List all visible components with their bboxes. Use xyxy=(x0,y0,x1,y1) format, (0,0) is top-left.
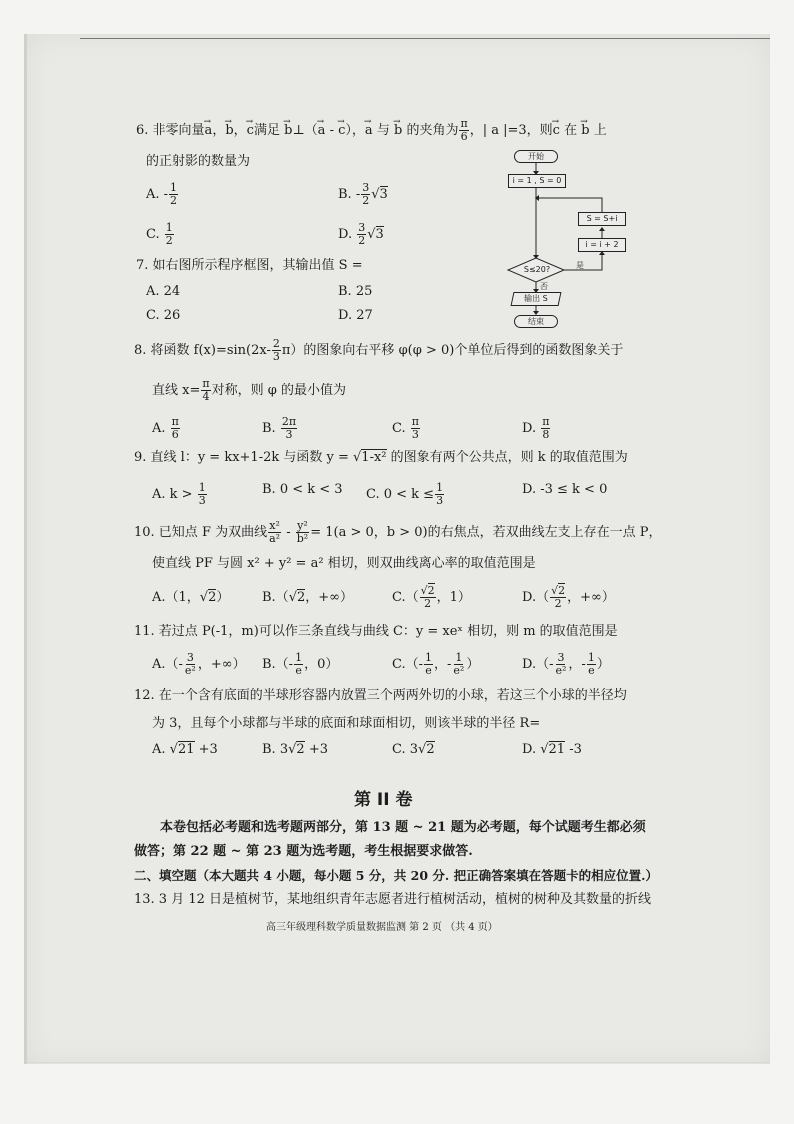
q6-c-den: 2 xyxy=(165,234,173,247)
q12-option-c: C. 3√2 xyxy=(392,742,435,757)
q10-x-den: a² xyxy=(269,532,281,545)
q8-b-num: 2π xyxy=(281,415,297,428)
vector-a: → a xyxy=(205,123,213,139)
q7-option-c: C. 26 xyxy=(146,308,181,323)
q10-c-root: 2 xyxy=(427,584,435,597)
q10-b-root: 2 xyxy=(296,590,306,605)
q6-b-root: 3 xyxy=(379,187,388,202)
q6-b-frac xyxy=(361,182,370,207)
q7-option-b: B. 25 xyxy=(338,284,373,299)
q6-b-num: 3 xyxy=(362,181,370,194)
q9-c-num: 1 xyxy=(436,481,444,494)
q11-c-num2: 1 xyxy=(455,651,463,664)
q12-a-root: 21 xyxy=(177,742,195,757)
q6-d-num: 3 xyxy=(358,221,366,234)
q12-b-root: 2 xyxy=(296,742,305,757)
q10-option-c xyxy=(392,585,471,610)
q9-root: 1-x² xyxy=(361,450,387,465)
vector-b: → b xyxy=(394,123,402,139)
q6-option-a xyxy=(146,182,179,207)
flowchart-condition: S≤20? xyxy=(523,265,551,274)
q12-b-post: +3 xyxy=(308,742,328,757)
flowchart-output xyxy=(511,292,562,306)
vector-c: → c xyxy=(338,123,345,139)
q6-option-d: D. $\frac{3}{2}$ √3 xyxy=(338,221,384,247)
q8-c-label: C. xyxy=(392,421,406,436)
q10-text-a: 10. 已知点 F 为双曲线 xyxy=(134,525,268,540)
q11-d-post: ） xyxy=(596,657,610,672)
flowchart-increment: i = i + 2 xyxy=(578,238,626,252)
q7-stem: 7. 如右图所示程序框图，其输出值 S = xyxy=(136,258,363,273)
q11-option-b xyxy=(262,652,338,677)
q11-b-frac xyxy=(294,652,303,677)
q11-c-den2: e² xyxy=(453,664,465,677)
q11-a-label: A.（- xyxy=(152,657,183,672)
q6-line2: 的正射影的数量为 xyxy=(146,154,251,169)
q12-d-post: -3 xyxy=(569,742,582,757)
q9-option-a xyxy=(152,482,208,507)
q8-line2-a: 直线 x= xyxy=(152,383,201,398)
q10-x-num: x² xyxy=(269,519,280,532)
q10-b-label: B.（ xyxy=(262,590,289,605)
q6-d-frac xyxy=(357,222,366,247)
q12-c-root: 2 xyxy=(426,742,435,757)
flowchart-no-label: 否 xyxy=(540,282,548,291)
q11-a-den: e² xyxy=(184,664,196,677)
q8-stem xyxy=(134,338,623,363)
q11-c-label: C.（- xyxy=(392,657,424,672)
q9-a-frac xyxy=(198,482,207,507)
q10-c-den: 2 xyxy=(424,597,432,610)
q8-b-frac xyxy=(281,416,297,441)
q8-text-b: π）的图象向右平移 φ(φ > 0)个单位后得到的函数图象关于 xyxy=(281,343,624,358)
q10-y-frac xyxy=(296,520,309,545)
q12-d-root: 21 xyxy=(548,742,566,757)
q13-stem: 13. 3 月 12 日是植树节，某地组织青年志愿者进行植树活动，植树的树种及其数量的折线 xyxy=(134,892,652,907)
part2-title: 第 II 卷 xyxy=(354,790,413,810)
q11-a-frac xyxy=(184,652,197,677)
paper-sheet xyxy=(26,34,770,1064)
q12-a-post: +3 xyxy=(198,742,218,757)
q6-angle-den: 6 xyxy=(460,130,468,143)
q11-d-frac2 xyxy=(587,652,596,677)
q8-d-label: D. xyxy=(522,421,537,436)
q11-c-num1: 1 xyxy=(425,651,433,664)
q6-stem: 6. 非零向量→ a，→ b，→ c满足 → b⊥（→ a - → c），→ a 与 → b 的夹角为 $\frac{\pi}{6}$ ，| a |=3，则→ c 在 → b 上 xyxy=(136,118,607,143)
q10-b-post: ，+∞） xyxy=(305,590,353,605)
q8-line2-frac xyxy=(201,378,210,403)
q10-text-b: = 1(a > 0，b > 0)的右焦点，若双曲线左支上存在一点 P， xyxy=(310,525,662,540)
q11-c-frac1 xyxy=(424,652,433,677)
q9-text-b: 的图象有两个公共点，则 k 的取值范围为 xyxy=(390,450,628,465)
q6-a-label: A. - xyxy=(146,187,169,202)
q11-d-frac1 xyxy=(555,652,568,677)
q8-line2-den: 4 xyxy=(202,390,210,403)
q8-a-frac xyxy=(171,416,180,441)
q10-d-num: √2 xyxy=(551,584,566,597)
q9-c-label: C. 0 < k ≤ xyxy=(366,487,435,502)
q10-option-b: B.（√2，+∞） xyxy=(262,590,353,605)
q9-option-b: B. 0 < k < 3 xyxy=(262,482,343,497)
q8-frac xyxy=(272,338,281,363)
vector-c: → c xyxy=(247,123,254,139)
q10-d-label: D.（ xyxy=(522,590,550,605)
flowchart-yes-label: 是 xyxy=(576,261,584,270)
q8-option-d xyxy=(522,416,551,441)
q9-option-d: D. -3 ≤ k < 0 xyxy=(522,482,608,497)
q6-abs: ，| a |=3，则 xyxy=(469,123,553,138)
q8-a-label: A. xyxy=(152,421,166,436)
bottom-edge xyxy=(27,1062,770,1063)
q10-d-root: 2 xyxy=(558,584,566,597)
q6-text-b: 满足 xyxy=(253,123,280,138)
q6-a-frac xyxy=(169,182,178,207)
page-edge xyxy=(24,34,27,1064)
q8-a-den: 6 xyxy=(171,428,179,441)
q11-d-den2: e xyxy=(588,664,595,677)
q11-stem: 11. 若过点 P(-1，m)可以作三条直线与曲线 C：y = xeˣ 相切，则 m 的取值范围是 xyxy=(134,624,618,639)
q6-c-label: C. xyxy=(146,227,160,242)
vector-c: → c xyxy=(553,123,560,139)
q8-d-den: 8 xyxy=(542,428,550,441)
q10-minus: - xyxy=(286,525,291,540)
q6-c-num: 1 xyxy=(165,221,173,234)
q10-y-num: y² xyxy=(297,519,308,532)
vector-b: → b xyxy=(284,123,292,139)
q11-a-num: 3 xyxy=(186,651,194,664)
q7-option-d: D. 27 xyxy=(338,308,373,323)
q11-d-mid: ，- xyxy=(568,657,586,672)
q6-angle-num: π xyxy=(460,117,468,130)
q8-frac-num: 2 xyxy=(272,337,280,350)
q12-option-b: B. 3√2 +3 xyxy=(262,742,328,757)
q12-b-label: B. 3 xyxy=(262,742,289,757)
section-fill-in-heading: 二、填空题（本大题共 4 小题，每小题 5 分，共 20 分. 把正确答案填在答题卡的相应位置.） xyxy=(134,868,658,883)
q8-c-den: 3 xyxy=(411,428,419,441)
q8-b-label: B. xyxy=(262,421,276,436)
q6-stem-text: 6. 非零向量 xyxy=(136,123,205,138)
q11-b-post: ，0） xyxy=(304,657,339,672)
q11-a-post: ，+∞） xyxy=(197,657,246,672)
q10-c-label: C.（ xyxy=(392,590,419,605)
q6-b-den: 2 xyxy=(362,194,370,207)
q11-option-d xyxy=(522,652,610,677)
q6-d-label: D. xyxy=(338,227,353,242)
q8-d-frac xyxy=(541,416,550,441)
flowchart-init: i = 1 , S = 0 xyxy=(508,174,566,188)
q10-x-frac xyxy=(268,520,281,545)
q8-d-num: π xyxy=(542,415,550,428)
q8-b-den: 3 xyxy=(285,428,293,441)
q10-c-num: √2 xyxy=(420,584,435,597)
vector-b: → b xyxy=(225,123,233,139)
q6-text-g: 上 xyxy=(593,123,607,138)
q6-a-den: 2 xyxy=(170,194,178,207)
q10-d-den: 2 xyxy=(554,597,562,610)
q12-line2: 为 3，且每个小球都与半球的底面和球面相切，则该半球的半径 R= xyxy=(152,716,541,731)
q11-option-a xyxy=(152,652,246,677)
q9-c-den: 3 xyxy=(436,494,444,507)
q10-c-post: ，1） xyxy=(436,590,471,605)
q11-c-mid: ，- xyxy=(434,657,452,672)
q12-c-label: C. 3 xyxy=(392,742,419,757)
q9-a-label: A. k > xyxy=(152,487,193,502)
q6-option-b: B. - $\frac{3}{2}$ √3 xyxy=(338,181,388,207)
q12-line1: 12. 在一个含有底面的半球形容器内放置三个两两外切的小球，若这三个小球的半径均 xyxy=(134,688,627,703)
q9-text-a: 9. 直线 l：y = kx+1-2k 与函数 y = xyxy=(134,450,349,465)
q6-text-d: 与 xyxy=(376,123,390,138)
q6-a-num: 1 xyxy=(170,181,178,194)
q11-c-den1: e xyxy=(425,664,432,677)
q12-option-d: D. √21 -3 xyxy=(522,742,582,757)
flowchart-sum: S = S+i xyxy=(578,212,626,226)
q12-a-label: A. xyxy=(152,742,166,757)
vector-a: → a xyxy=(318,123,326,139)
q11-option-c xyxy=(392,652,479,677)
q11-d-num2: 1 xyxy=(587,651,595,664)
flowchart-output-text: 输出 S xyxy=(524,294,548,303)
part2-intro-line2: 做答；第 22 题 ~ 第 23 题为选考题，考生根据要求做答. xyxy=(134,844,473,859)
q8-option-b xyxy=(262,416,298,441)
top-rule xyxy=(80,38,770,39)
part2-intro-line1: 本卷包括必考题和选考题两部分，第 13 题 ~ 21 题为必考题，每个试题考生都必须 xyxy=(160,820,646,835)
q10-a-root: 2 xyxy=(208,590,217,605)
q8-c-frac xyxy=(411,416,420,441)
q8-line2-b: 对称，则 φ 的最小值为 xyxy=(211,383,346,398)
q11-c-frac2 xyxy=(452,652,465,677)
flowchart-start: 开始 xyxy=(514,150,558,163)
q6-text-f: 在 xyxy=(564,123,578,138)
q9-stem: 9. 直线 l：y = kx+1-2k 与函数 y = √1-x² 的图象有两个公共点，则 k 的取值范围为 xyxy=(134,450,628,465)
page-footer: 高三年级理科数学质量数据监测 第 2 页 （共 4 页） xyxy=(266,922,498,933)
q9-a-den: 3 xyxy=(198,494,206,507)
q6-text-e: 的夹角为 xyxy=(406,123,459,138)
q11-d-label: D.（- xyxy=(522,657,554,672)
q8-option-c xyxy=(392,416,421,441)
q8-a-num: π xyxy=(171,415,179,428)
q11-d-den1: e² xyxy=(555,664,567,677)
q6-d-root: 3 xyxy=(375,227,384,242)
vector-b: → b xyxy=(581,123,589,139)
q11-c-post: ） xyxy=(466,657,480,672)
q9-a-num: 1 xyxy=(198,481,206,494)
q11-b-den: e xyxy=(295,664,302,677)
q10-option-d xyxy=(522,585,615,610)
q10-c-frac xyxy=(420,585,436,610)
q10-a-label: A.（1， xyxy=(152,590,200,605)
q6-text-c: ， xyxy=(351,123,365,138)
q11-b-num: 1 xyxy=(295,651,303,664)
q7-option-a: A. 24 xyxy=(146,284,181,299)
q6-c-frac xyxy=(165,222,174,247)
q12-d-label: D. xyxy=(522,742,537,757)
q10-d-frac xyxy=(550,585,566,610)
q8-line2-num: π xyxy=(202,377,210,390)
q8-line2 xyxy=(152,378,346,403)
vector-a: → a xyxy=(365,123,373,139)
q10-y-den: b² xyxy=(296,532,309,545)
q9-c-frac xyxy=(435,482,444,507)
q11-b-label: B.（- xyxy=(262,657,294,672)
q12-option-a: A. √21 +3 xyxy=(152,742,218,757)
q8-option-a xyxy=(152,416,181,441)
q8-text-a: 8. 将函数 f(x)=sin(2x- xyxy=(134,343,271,358)
q6-option-c xyxy=(146,222,175,247)
q10-option-a: A.（1，√2） xyxy=(152,590,230,605)
q11-d-num1: 3 xyxy=(557,651,565,664)
q9-option-c xyxy=(366,482,445,507)
q10-d-post: ，+∞） xyxy=(567,590,615,605)
flowchart-end: 结束 xyxy=(514,315,558,328)
q10-a-post: ） xyxy=(216,590,230,605)
q6-b-label: B. - xyxy=(338,187,361,202)
q6-angle xyxy=(459,118,468,143)
q8-frac-den: 3 xyxy=(272,350,280,363)
q10-stem xyxy=(134,520,661,545)
q10-line2: 使直线 PF 与圆 x² + y² = a² 相切，则双曲线离心率的取值范围是 xyxy=(152,556,536,571)
q6-d-den: 2 xyxy=(358,234,366,247)
q8-c-num: π xyxy=(411,415,419,428)
